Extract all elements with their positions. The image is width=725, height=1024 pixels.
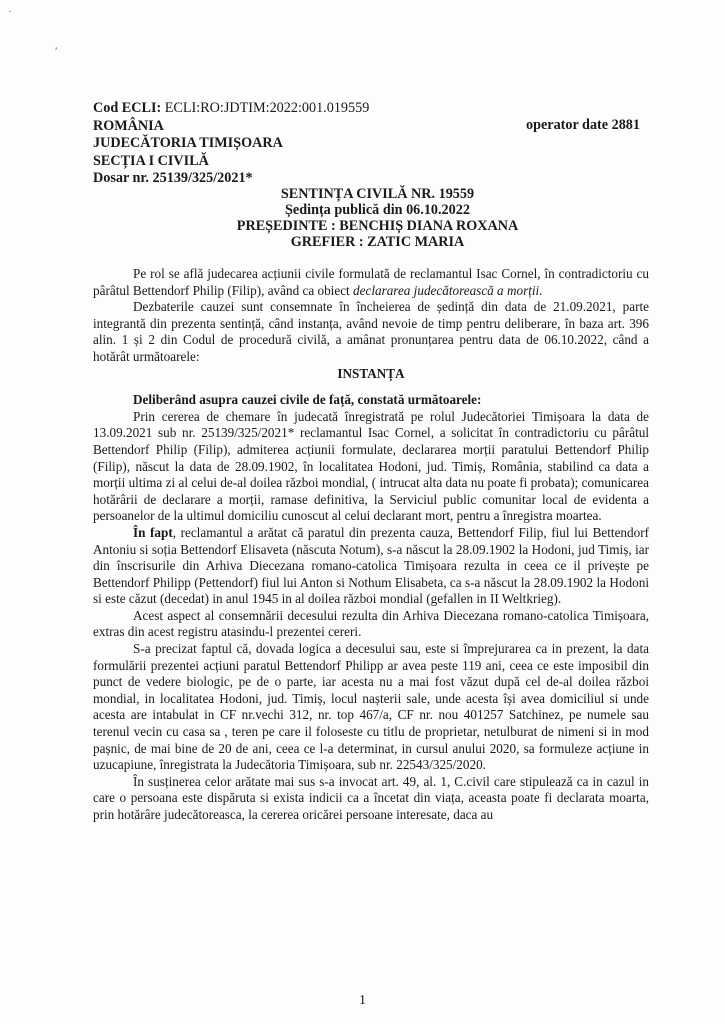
court-section: SECȚIA I CIVILĂ: [93, 152, 209, 169]
ecli-line: Cod ECLI: ECLI:RO:JDTIM:2022:001.019559: [93, 100, 370, 116]
paragraph-evidence: S-a precizat faptul că, dovada logica a decesului sau, este si împrejurarea ca in prezent, la data formulării prezentei acțiuni paratul Bettendorf Philipp ar avea peste 119 ani, ceea ce este imposibil din punct de vedere biologic, pe de o parte, iar acesta nu a mai fost văzut după cel de-al doilea război mondial, in localitatea Hodoni, jud. Timiș, locul nașterii sale, unde acesta își avea domiciliul si unde acesta are intabulat in CF nr.vechi 312, nr. top 467/a, CF nr. nou 401257 Satchinez, pe numele sau terenul vecin cu casa sa , teren pe care il foloseste cu titlu de proprietar, netulburat de nimeni si in mod pașnic, de mai bine de 20 de ani, ceea ce l-a determinat, in cursul anului 2020, sa formuleze acțiune in uzucapiune, înregistrata la Judecătoria Timișoara, sub nr. 22543/325/2020.: [93, 641, 649, 773]
deliberation-heading: Deliberând asupra cauzei civile de față, constată următoarele:: [133, 392, 482, 408]
paragraph-legal-basis: În susținerea celor arătate mai sus s-a invocat art. 49, al. 1, C.civil care stipulează ca in cazul in care o persoana este dispăruta si exista indicii ca a încetat din viața, aceasta poate fi declarata moarta, prin hotărâre judecătoreasca, la cererea oricărei persoane interesate, daca au: [93, 773, 649, 822]
section-heading-instanta: INSTANȚA: [337, 365, 405, 381]
operator-label: operator date 2881: [525, 117, 640, 133]
paragraph-archive: Acest aspect al consemnării decesului rezulta din Arhiva Diecezana romano-catolica Timișoara, extras din acest registru atasindu-l prezentei cereri.: [93, 607, 649, 640]
court-header: [93, 100, 369, 188]
dosar-line: Dosar nr. 25139/325/2021*: [93, 170, 253, 187]
scan-mark: ·: [8, 4, 12, 18]
paragraph-intro: Pe rol se află judecarea acțiunii civile formulată de reclamantul Isac Cornel, în contradictoriu cu pârâtul Bettendorf Philip (Filip), având ca obiect declararea judecătorească a morții.: [93, 266, 649, 298]
paragraph-debates: Dezbaterile cauzei sunt consemnate în încheierea de ședință din data de 21.09.2021, parte integrantă din prezenta sentință, când instanța, având nevoie de timp pentru deliberare, în baza art. 396 alin. 1 și 2 din Codul de procedură civilă, a amânat pronunțarea pentru data de 06.10.2022, când a hotărât următoarele:: [93, 299, 649, 364]
paragraph-facts: În fapt, reclamantul a arătat că paratul din prezenta cauza, Bettendorf Filip, fiul lui Bettendorf Antoniu si soția Bettendorf Elisaveta (născuta Notum), s-a născut la 28.09.1902 la Hodoni, jud Timiș, iar din înscrisurile din Arhiva Diecezana romano-catolica Timișoara rezulta in ceea ce il privește pe Bettendorf Philipp (Pettendorf) fiul lui Anton si Nothum Elisabeta, ca s-a născut la 28.09.1902 la Hodoni si este căzut (decedat) in anul 1945 in al doilea război mondial (gefallen in II Weltkrieg).: [93, 524, 649, 607]
session-date: Ședința publică din 06.10.2022: [285, 202, 470, 218]
paragraph-claim: Prin cererea de chemare în judecată înregistrată pe rolul Judecătoriei Timișoara la data de 13.09.2021 sub nr. 25139/325/2021* reclamantul Isac Cornel, a solicitat în contradictoriu cu pârâtul Bettendorf Philip (Filip), admiterea acțiunii formulate, declararea morții paratului Bettendorf Philip (Filip), născut la data de 28.09.1902, în localitatea Hodoni, jud. Timiș, România, stabilind ca data a morții ultima zi al celui de-al doilea război mondial, ( intrucat alta data nu poate fi probata); comunicarea hotărârii de declarare a morții, ramase definitiva, la Serviciul public comunitar local de evidenta a persoanelor de la ultimul domiciliu cunoscut al celui declarant mort, pentru a înregistra moartea.: [93, 408, 649, 524]
country-line: ROMÂNIA: [93, 117, 164, 134]
scan-mark: ′: [55, 44, 58, 58]
document-body: [93, 266, 649, 824]
page-number: 1: [359, 993, 366, 1008]
sentence-number: SENTINȚA CIVILĂ NR. 19559: [280, 186, 475, 202]
court-name: JUDECĂTORIA TIMIȘOARA: [93, 135, 283, 152]
clerk-line: GREFIER : ZATIC MARIA: [290, 234, 465, 250]
president-line: PREȘEDINTE : BENCHIȘ DIANA ROXANA: [236, 218, 519, 234]
sentence-title-block: [0, 186, 725, 250]
